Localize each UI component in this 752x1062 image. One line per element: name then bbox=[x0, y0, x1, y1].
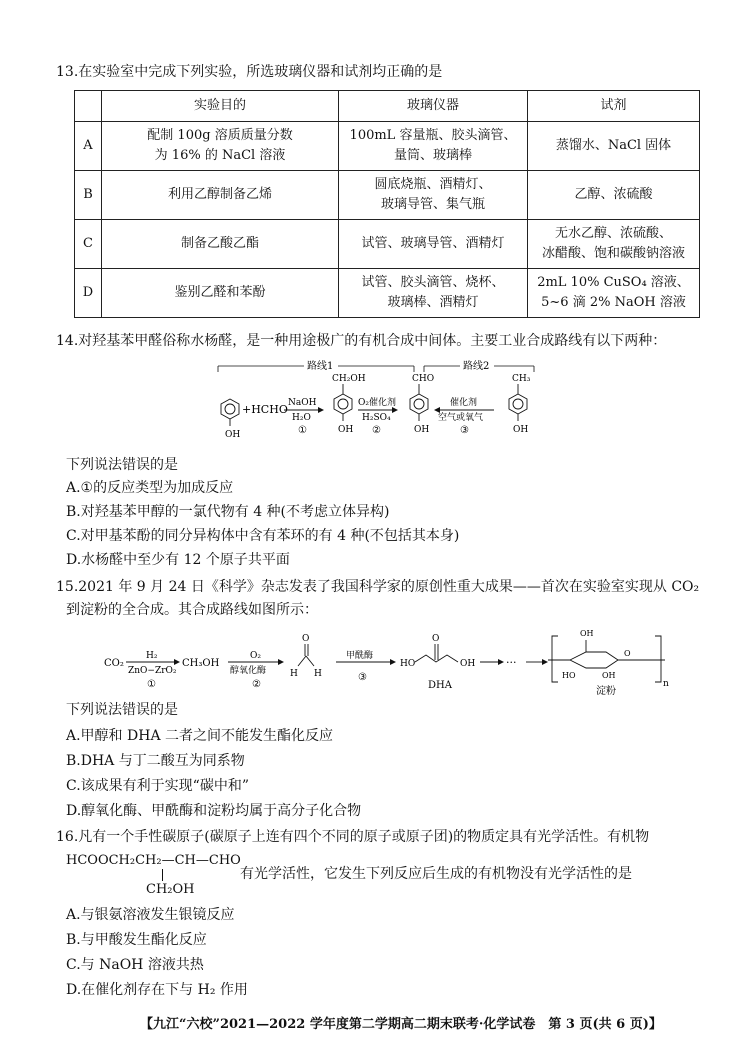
arrowhead-s4-icon bbox=[498, 659, 504, 665]
row-reagent bbox=[528, 171, 700, 220]
cresol-ring-icon bbox=[509, 384, 527, 421]
step3-num: ③ bbox=[460, 425, 469, 436]
table-row bbox=[75, 171, 700, 220]
s3-num: ③ bbox=[358, 672, 367, 683]
q16-tail: 有光学活性，它发生下列反应后生成的有机物没有光学活性的是 bbox=[240, 866, 632, 882]
phenol-ring-icon bbox=[221, 399, 239, 426]
row-reagent bbox=[528, 122, 700, 171]
arrowhead-s5-icon bbox=[542, 659, 548, 665]
q16-formula-sub: CH₂OH bbox=[146, 882, 195, 897]
page-footer: 【九江“六校”2021—2022 学年度第二学期高二期末联考·化学试卷 第 3 页(共 6 页)】 bbox=[140, 1017, 662, 1032]
starch-o: O bbox=[624, 649, 631, 658]
row-label: B bbox=[75, 171, 102, 220]
row-label: D bbox=[75, 269, 102, 318]
arrowhead-s3-icon bbox=[390, 659, 396, 665]
arrowhead-s2-icon bbox=[278, 659, 284, 665]
formaldehyde-icon bbox=[298, 644, 314, 666]
alcohol-oh: OH bbox=[338, 425, 354, 435]
step2-bottom: H₂SO₄ bbox=[362, 413, 391, 423]
step1-top: NaOH bbox=[288, 398, 317, 408]
formaldehyde-h1: H bbox=[290, 669, 298, 679]
step2-num: ② bbox=[372, 425, 381, 436]
q16-formula-main: HCOOCH₂CH₂—CH—CHO bbox=[66, 853, 241, 868]
cell-line: 为 16% 的 NaCl 溶液 bbox=[154, 148, 286, 163]
cell-line: 鉴别乙醛和苯酚 bbox=[174, 285, 266, 300]
dots-label: ··· bbox=[506, 656, 517, 669]
table-header-row bbox=[75, 91, 700, 122]
step2-top: O₂催化剂 bbox=[358, 398, 396, 408]
row-purpose bbox=[102, 220, 339, 269]
row-purpose bbox=[102, 122, 339, 171]
table-header-reagent: 试剂 bbox=[528, 91, 700, 122]
cell-line: 配制 100g 溶质质量分数 bbox=[147, 128, 293, 143]
starch-label: 淀粉 bbox=[596, 686, 616, 697]
q15-option-c: C.该成果有利于实现“碳中和” bbox=[66, 778, 249, 794]
cell-line: 玻璃棒、酒精灯 bbox=[387, 295, 479, 310]
q14-option-a: A.①的反应类型为加成反应 bbox=[66, 480, 234, 496]
row-glass bbox=[339, 220, 528, 269]
q15-stem-line2: 到淀粉的全合成。其合成路线如图所示： bbox=[66, 602, 318, 618]
cell-line: 无水乙醇、浓硫酸、 bbox=[554, 226, 672, 241]
row-reagent bbox=[528, 220, 700, 269]
table-row bbox=[75, 269, 700, 318]
cell-line: 试管、胶头滴管、烧杯、 bbox=[361, 275, 505, 290]
table-row bbox=[75, 122, 700, 171]
q13-stem: 13.在实验室中完成下列实验，所选玻璃仪器和试剂均正确的是 bbox=[56, 64, 443, 80]
cell-line: 玻璃导管、集气瓶 bbox=[380, 197, 485, 212]
cell-line: 制备乙酸乙酯 bbox=[180, 236, 259, 251]
cell-line: 冰醋酸、饱和碳酸钠溶液 bbox=[541, 246, 685, 261]
table-header-blank bbox=[75, 91, 102, 122]
aldehyde-oh: OH bbox=[414, 425, 430, 435]
cell-line: 100mL 容量瓶、胶头滴管、 bbox=[349, 128, 517, 143]
cell-line: 圆底烧瓶、酒精灯、 bbox=[374, 177, 492, 192]
s3-top: 甲酰酶 bbox=[346, 651, 374, 661]
starch-ho: HO bbox=[562, 671, 576, 680]
route1-label: 路线1 bbox=[307, 361, 334, 372]
row-purpose bbox=[102, 171, 339, 220]
q14-ask: 下列说法错误的是 bbox=[66, 457, 178, 473]
q15-option-d: D.醇氧化酶、甲酰酶和淀粉均属于高分子化合物 bbox=[66, 803, 362, 819]
q14-synthesis-scheme bbox=[214, 350, 544, 462]
s1-top: H₂ bbox=[146, 651, 158, 661]
q16-stem: 16.凡有一个手性碳原子(碳原子上连有四个不同的原子或原子团)的物质定具有光学活性。有机物 bbox=[56, 829, 650, 845]
step3-top: 催化剂 bbox=[450, 398, 478, 408]
q16-option-d: D.在催化剂存在下与 H₂ 作用 bbox=[66, 982, 248, 998]
row-label: C bbox=[75, 220, 102, 269]
q14-option-b: B.对羟基苯甲醇的一氯代物有 4 种(不考虑立体异构) bbox=[66, 504, 390, 520]
q16-option-a: A.与银氨溶液发生银镜反应 bbox=[66, 907, 235, 923]
s2-num: ② bbox=[252, 679, 261, 690]
step1-bottom: H₂O bbox=[292, 413, 311, 423]
dha-oh: OH bbox=[460, 659, 476, 669]
table-row bbox=[75, 220, 700, 269]
q14-option-d: D.水杨醛中至少有 12 个原子共平面 bbox=[66, 552, 290, 568]
s2-bottom: 醇氧化酶 bbox=[230, 666, 267, 676]
row-purpose bbox=[102, 269, 339, 318]
cell-line: 2mL 10% CuSO₄ 溶液、 bbox=[537, 275, 690, 290]
dha-label: DHA bbox=[428, 680, 452, 691]
phenol-oh: OH bbox=[225, 430, 241, 440]
q15-option-b: B.DHA 与丁二酸互为同系物 bbox=[66, 753, 245, 769]
cresol-oh: OH bbox=[513, 425, 529, 435]
q15-ask: 下列说法错误的是 bbox=[66, 702, 178, 718]
starch-n: n bbox=[663, 679, 669, 689]
q16-option-c: C.与 NaOH 溶液共热 bbox=[66, 957, 204, 973]
arrowhead-1-icon bbox=[318, 407, 324, 413]
cell-line: 量筒、玻璃棒 bbox=[393, 148, 472, 163]
s1-num: ① bbox=[147, 679, 156, 690]
route2-label: 路线2 bbox=[463, 361, 490, 372]
row-glass bbox=[339, 269, 528, 318]
dha-skeleton-icon bbox=[415, 644, 458, 662]
cell-line: 乙醇、浓硫酸 bbox=[574, 187, 653, 202]
ch3-group: CH₃ bbox=[512, 374, 531, 384]
dha-o: O bbox=[432, 634, 440, 644]
dha-ho: HO bbox=[400, 659, 416, 669]
ch2oh-group: CH₂OH bbox=[332, 374, 366, 384]
row-glass bbox=[339, 122, 528, 171]
ch3oh-label: CH₃OH bbox=[182, 658, 220, 669]
row-reagent bbox=[528, 269, 700, 318]
arrowhead-s1-icon bbox=[174, 659, 180, 665]
cell-line: 试管、玻璃导管、酒精灯 bbox=[361, 236, 505, 251]
row-label: A bbox=[75, 122, 102, 171]
hcho-reagent: +HCHO bbox=[242, 403, 288, 416]
co2-label: CO₂ bbox=[104, 658, 124, 669]
starch-oh-top: OH bbox=[580, 629, 594, 638]
cho-group: CHO bbox=[412, 374, 435, 384]
q13-table bbox=[74, 90, 700, 318]
starch-oh-bottom: OH bbox=[602, 671, 616, 680]
q14-stem: 14.对羟基苯甲醛俗称水杨醛，是一种用途极广的有机合成中间体。主要工业合成路线有以下两种： bbox=[56, 333, 667, 349]
q16-option-b: B.与甲酸发生酯化反应 bbox=[66, 932, 207, 948]
s2-top: O₂ bbox=[250, 651, 261, 661]
benzyl-alcohol-ring-icon bbox=[334, 384, 352, 421]
formaldehyde-h2: H bbox=[314, 669, 322, 679]
q15-synthesis-scheme bbox=[100, 622, 700, 700]
step1-num: ① bbox=[298, 425, 307, 436]
row-glass bbox=[339, 171, 528, 220]
aldehyde-ring-icon bbox=[410, 384, 428, 421]
step3-bottom: 空气或氧气 bbox=[438, 413, 484, 423]
q14-option-c: C.对甲基苯酚的同分异构体中含有苯环的有 4 种(不包括其本身) bbox=[66, 528, 460, 544]
q15-option-a: A.甲醇和 DHA 二者之间不能发生酯化反应 bbox=[66, 728, 334, 744]
cell-line: 5~6 滴 2% NaOH 溶液 bbox=[541, 295, 686, 310]
s1-bottom: ZnO−ZrO₂ bbox=[128, 666, 177, 676]
cell-line: 蒸馏水、NaCl 固体 bbox=[555, 138, 672, 153]
table-header-purpose: 实验目的 bbox=[102, 91, 339, 122]
table-header-glass: 玻璃仪器 bbox=[339, 91, 528, 122]
q15-stem-line1: 15.2021 年 9 月 24 日《科学》杂志发表了我国科学家的原创性重大成果——首次在实验室实现从 CO₂ bbox=[56, 579, 700, 595]
formaldehyde-o: O bbox=[302, 634, 310, 644]
cell-line: 利用乙醇制备乙烯 bbox=[167, 187, 272, 202]
